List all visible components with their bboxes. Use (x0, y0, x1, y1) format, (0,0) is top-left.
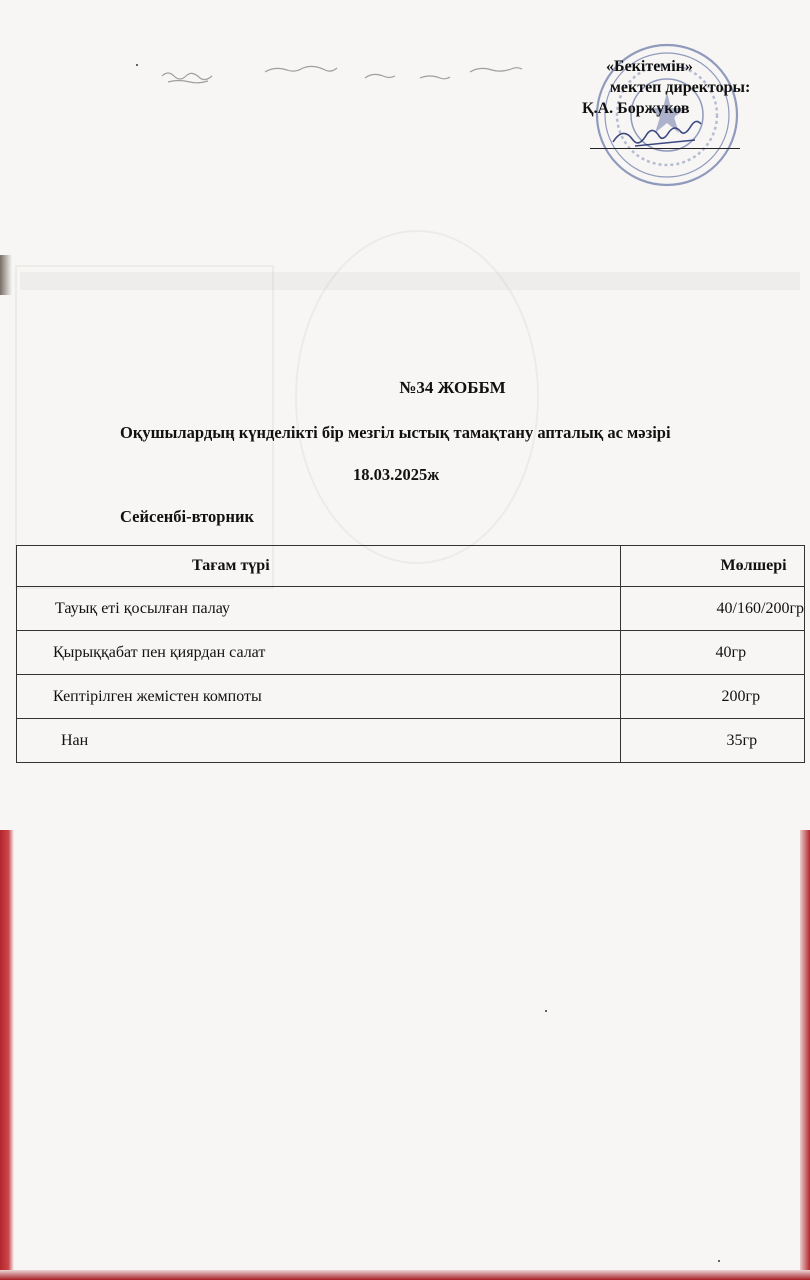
table-row (17, 631, 805, 675)
table-row (17, 587, 805, 631)
approval-position: мектеп директоры: (610, 79, 751, 96)
dish-amount: 40/160/200гр (620, 587, 804, 631)
menu-table (16, 545, 805, 763)
approval-block (580, 56, 750, 119)
speck (136, 64, 138, 66)
scan-edge-left-red (0, 830, 14, 1270)
scan-edge-bottom-red (0, 1270, 810, 1280)
scan-edge-right-red (800, 830, 810, 1270)
menu-weekday: Сейсенбі-вторник (120, 507, 254, 526)
speck (545, 1010, 547, 1012)
dish-name: Тауық еті қосылған палау (17, 587, 621, 631)
speck (718, 1260, 720, 1262)
approval-director-name: Қ.А. Боржуков (582, 100, 690, 117)
column-header-dish: Тағам түрі (17, 546, 621, 587)
menu-title: Оқушылардың күнделікті бір мезгіл ыстық тамақтану апталық ас мәзірі (120, 423, 671, 442)
table-row (17, 719, 805, 763)
faint-scribbles (160, 62, 540, 92)
dish-name: Нан (17, 719, 621, 763)
table-header-row (17, 546, 805, 587)
dish-name: Қырыққабат пен қиярдан салат (17, 631, 621, 675)
school-name: №34 ЖОББМ (399, 378, 506, 397)
column-header-amount: Мөлшері (620, 546, 804, 587)
menu-date: 18.03.2025ж (353, 465, 440, 484)
dish-amount: 35гр (620, 719, 804, 763)
approval-title: «Бекітемін» (606, 58, 693, 75)
dish-amount: 200гр (620, 675, 804, 719)
dish-amount: 40гр (620, 631, 804, 675)
signature-line (590, 148, 740, 149)
table-row (17, 675, 805, 719)
dish-name: Кептірілген жемістен компоты (17, 675, 621, 719)
scan-edge-shadow (0, 255, 12, 295)
